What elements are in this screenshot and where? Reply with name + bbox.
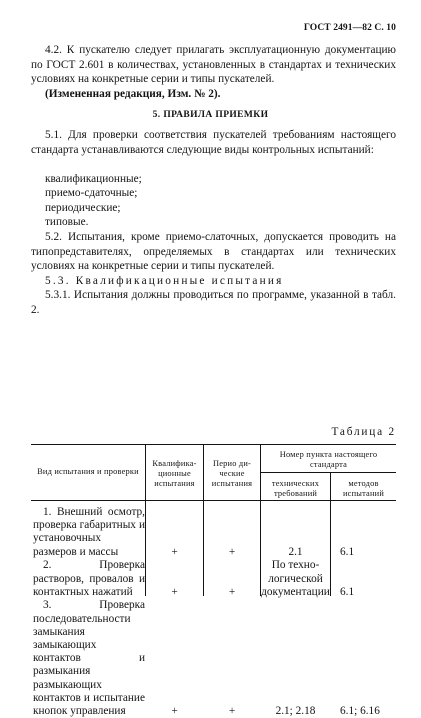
paragraph-5-2: 5.2. Испытания, кроме приемо-слаточных, допускается проводить на типопредставителях, определяемых в стандартах или технических условиях на конкретные серии и типы пускателей.	[31, 231, 396, 273]
row-3-technical: 2.1; 2.18	[275, 705, 316, 718]
amendment-note: (Измененная редакция, Изм. № 2).	[45, 88, 221, 100]
paragraph-4-2: 4.2. К пускателю следует прилагать эксплуатационную документацию по ГОСТ 2.601 в количествах, установленных в стандартах и технических условиях на конкретные серии и типы пускателей.	[31, 44, 396, 86]
section-title: 5. ПРАВИЛА ПРИЕМКИ	[152, 110, 269, 120]
row-2-name: 2. Проверка растворов, провалов и контактных нажатий	[33, 559, 145, 598]
paragraph-5-3: 5.3. Квалификационные испытания	[45, 275, 284, 287]
header-periodic: Перио ди- ческие испытания	[211, 459, 253, 489]
row-1-periodic: +	[228, 545, 236, 558]
row-2-qualification: +	[171, 585, 178, 598]
header-clause-number: Номер пункта настоящего стандарта	[279, 450, 378, 470]
header-technical-requirements: технических требований	[271, 479, 320, 499]
table-caption: Таблица 2	[331, 426, 396, 438]
paragraph-5-3-1: 5.3.1. Испытания должны проводиться по программе, указанной в табл. 2.	[31, 289, 396, 316]
row-3-name: 3. Проверка последовательности замыкания замыкающих контактов и размыкания размыкающих контактов и испытание кнопок управления	[33, 599, 145, 718]
row-1-name: 1. Внешний осмотр, проверка габаритных и установочных размеров и массы	[33, 506, 145, 558]
table-top-rule	[31, 444, 396, 445]
row-2-technical: По техно- логической документации	[261, 559, 330, 598]
table-header-rule	[31, 500, 396, 501]
row-1-qualification: +	[171, 545, 178, 558]
test-type-4: типовые.	[45, 216, 89, 228]
header-qualification: Квалифика- ционные испытания	[152, 459, 197, 489]
row-2-methods: 6.1	[340, 585, 355, 598]
row-3-qualification: +	[171, 705, 178, 718]
test-type-1: квалификационные;	[45, 173, 142, 185]
table-subheader-rule	[260, 472, 396, 473]
row-1-technical: 2.1	[288, 545, 303, 558]
row-1-methods: 6.1	[340, 545, 355, 558]
test-type-2: приемо-сдаточные;	[45, 187, 138, 199]
header-test-methods: методов испытаний	[342, 479, 385, 499]
header-test-name: Вид испытания и проверки	[37, 467, 139, 476]
row-3-methods: 6.1; 6.16	[340, 705, 380, 718]
row-2-periodic: +	[228, 585, 236, 598]
test-type-3: периодические;	[45, 202, 121, 214]
page-header: ГОСТ 2491—82 С. 10	[303, 23, 396, 33]
row-3-periodic: +	[228, 705, 236, 718]
paragraph-5-1: 5.1. Для проверки соответствия пускателей требованиям настоящего стандарта устанавливаются следующие виды контрольных испытаний:	[31, 129, 396, 156]
